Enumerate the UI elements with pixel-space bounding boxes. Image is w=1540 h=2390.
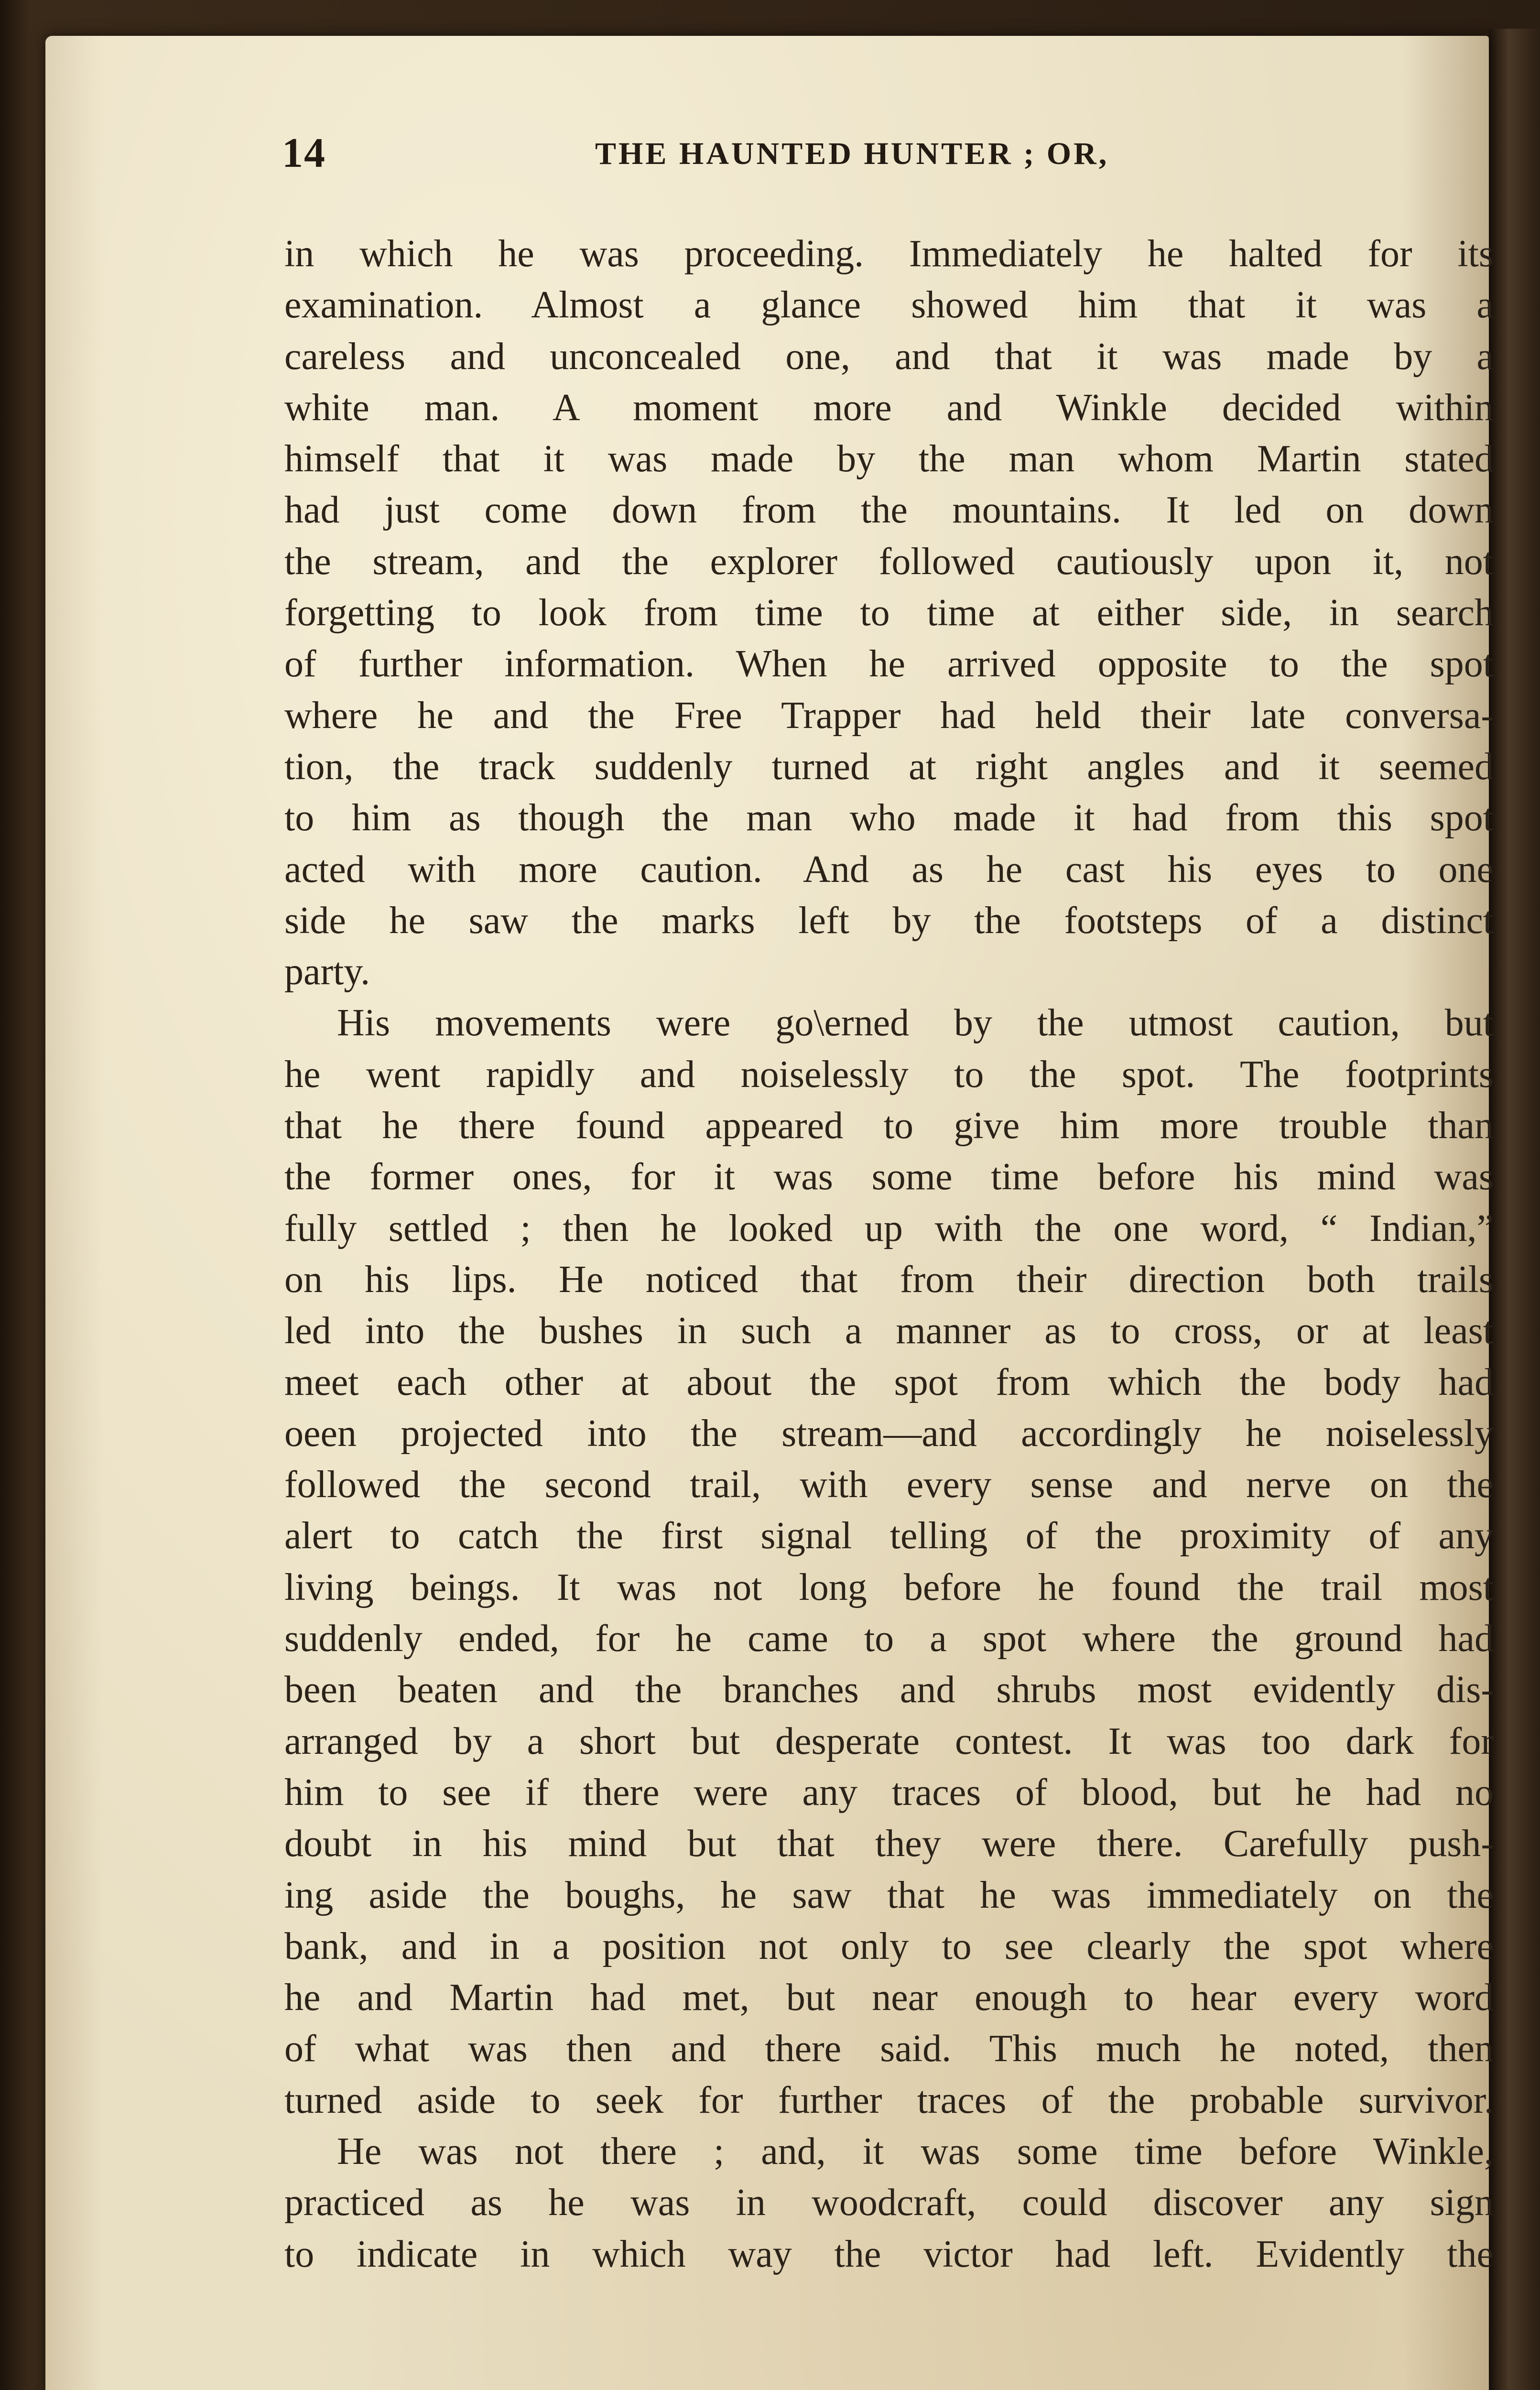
text-line: tion, the track suddenly turned at right angles and it seemed (284, 745, 1494, 788)
running-title: THE HAUNTED HUNTER ; OR, (595, 136, 1109, 171)
text-line: in which he was proceeding. Immediately he halted for its (284, 233, 1494, 275)
text-line: him to see if there were any traces of blood, but he had no (284, 1771, 1494, 1814)
text-line: careless and unconcealed one, and that it was made by a (284, 335, 1494, 378)
text-line: practiced as he was in woodcraft, could discover any sign (284, 2182, 1494, 2224)
text-line: on his lips. He noticed that from their direction both trails (284, 1258, 1494, 1301)
text-line: suddenly ended, for he came to a spot where the ground had (284, 1618, 1494, 1660)
text-line: led into the bushes in such a manner as to cross, or at least (284, 1310, 1494, 1352)
text-line: to indicate in which way the victor had left. Evidently the (284, 2233, 1494, 2275)
text-line: white man. A moment more and Winkle decided within (284, 386, 1494, 429)
text-line: he and Martin had met, but near enough to hear every word (284, 1977, 1494, 2019)
text-line: alert to catch the first signal telling of the proximity of any (284, 1515, 1494, 1557)
text-line: followed the second trail, with every sense and nerve on the (284, 1464, 1494, 1506)
text-line: bank, and in a position not only to see clearly the spot where (284, 1925, 1494, 1967)
text-line: fully settled ; then he looked up with the one word, “ Indian,” (284, 1207, 1494, 1249)
text-line: of further information. When he arrived opposite to the spot (284, 643, 1494, 685)
text-line: examination. Almost a glance showed him that it was a (284, 284, 1494, 326)
text-line: to him as though the man who made it had from this spot (284, 797, 1494, 839)
text-line: forgetting to look from time to time at either side, in search (284, 592, 1494, 634)
text-line: been beaten and the branches and shrubs most evidently dis- (284, 1669, 1494, 1711)
text-line: he went rapidly and noiselessly to the spot. The footprints (284, 1053, 1494, 1096)
text-line: oeen projected into the stream—and accordingly he noiselessly (284, 1412, 1494, 1455)
text-line: meet each other at about the spot from which the body had (284, 1361, 1494, 1403)
page-body-text (284, 228, 1494, 2280)
text-line: had just come down from the mountains. It led on down (284, 489, 1494, 532)
page-number: 14 (282, 130, 326, 176)
text-line: He was not there ; and, it was some time before Winkle, (337, 2130, 1494, 2173)
text-line: of what was then and there said. This much he noted, then (284, 2028, 1494, 2070)
text-line: that he there found appeared to give him more trouble than (284, 1105, 1494, 1147)
text-line: the former ones, for it was some time before his mind was (284, 1156, 1494, 1198)
text-line: doubt in his mind but that they were there. Carefully push- (284, 1823, 1494, 1865)
text-line: turned aside to seek for further traces of the probable survivor. (284, 2079, 1494, 2121)
text-line: acted with more caution. And as he cast his eyes to one (284, 848, 1494, 891)
text-line: arranged by a short but desperate contest. It was too dark for (284, 1720, 1494, 1762)
text-line: party. (284, 951, 370, 993)
text-line: himself that it was made by the man whom Martin stated (284, 438, 1494, 480)
page-header (282, 129, 1486, 182)
text-line: living beings. It was not long before he found the trail most (284, 1566, 1494, 1608)
text-line: the stream, and the explorer followed cautiously upon it, not (284, 540, 1494, 583)
text-line: His movements were go\erned by the utmost caution, but (337, 1002, 1494, 1044)
text-line: ing aside the boughs, he saw that he was immediately on the (284, 1874, 1494, 1916)
text-line: side he saw the marks left by the footsteps of a distinct (284, 899, 1494, 942)
book-spine-edge (1489, 29, 1540, 2390)
text-line: where he and the Free Trapper had held their late conversa- (284, 694, 1494, 737)
